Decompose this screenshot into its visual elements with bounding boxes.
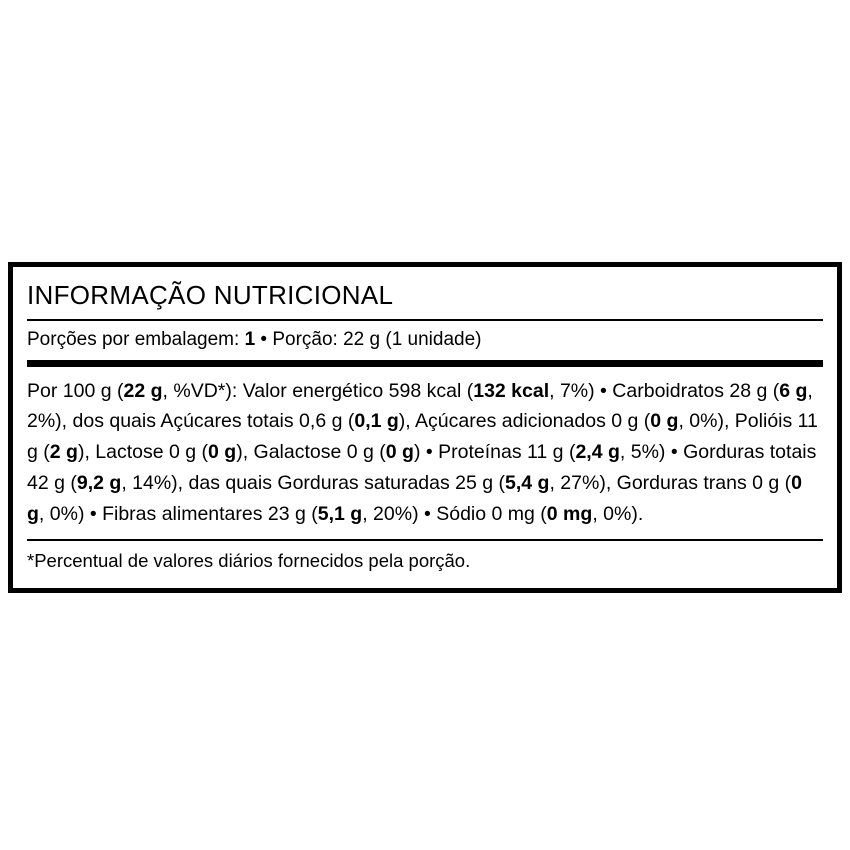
nutrient-portion-value: 0,1 g	[354, 410, 399, 433]
nutrient-text: , 5%) • Gorduras totais 42 g (	[27, 441, 817, 494]
servings-count: 1	[244, 328, 256, 350]
nutrient-portion-value: 22 g	[123, 379, 163, 402]
servings-label: Porções por embalagem:	[27, 328, 245, 350]
divider-thick	[27, 360, 823, 367]
nutrition-facts-label	[8, 262, 842, 593]
nutrition-label-body	[13, 267, 837, 588]
nutrient-text: ), Galactose 0 g (	[236, 441, 386, 464]
servings-line	[27, 321, 823, 360]
nutrient-text: , 7%) • Carboidratos 28 g (	[549, 379, 780, 402]
portion-text: • Porção: 22 g (1 unidade)	[255, 328, 482, 350]
nutrient-text: Por 100 g (	[27, 379, 124, 402]
nutrient-text: , 0%).	[592, 502, 644, 525]
nutrient-text: , 0%), Polióis 11 g (	[27, 410, 818, 464]
nutrient-portion-value: 0 g	[650, 410, 679, 433]
nutrient-text: ) • Proteínas 11 g (	[413, 441, 576, 464]
nutrient-text: , 27%), Gorduras trans 0 g (	[549, 471, 792, 494]
nutrient-portion-value: 9,2 g	[76, 471, 122, 494]
nutrient-portion-value: 0 g	[208, 441, 237, 464]
nutrient-portion-value: 0 g	[27, 471, 803, 525]
nutrient-text: , 14%), das quais Gorduras saturadas 25 g (	[121, 471, 506, 494]
nutrient-portion-value: 5,1 g	[317, 502, 363, 525]
nutrient-portion-value: 0 g	[385, 441, 414, 464]
nutrient-text: , %VD*): Valor energético 598 kcal (	[162, 379, 474, 402]
nutrient-portion-value: 132 kcal	[473, 379, 550, 402]
nutrient-text: , 20%) • Sódio 0 mg (	[362, 502, 547, 525]
daily-value-footnote: *Percentual de valores diários fornecidos pela porção.	[27, 549, 471, 571]
nutrient-text: , 2%), dos quais Açúcares totais 0,6 g (	[27, 379, 813, 433]
nutrient-text: ), Lactose 0 g (	[77, 441, 209, 464]
nutrient-portion-value: 2,4 g	[575, 441, 620, 464]
page-title: INFORMAÇÃO NUTRICIONAL	[27, 280, 394, 310]
nutrients-paragraph	[27, 367, 823, 539]
nutrient-text: ), Açúcares adicionados 0 g (	[398, 410, 651, 433]
nutrient-portion-value: 0 mg	[546, 502, 593, 525]
nutrient-text: , 0%) • Fibras alimentares 23 g (	[38, 502, 318, 525]
nutrient-portion-value: 6 g	[779, 379, 808, 402]
nutrient-portion-value: 5,4 g	[505, 471, 550, 494]
nutrient-portion-value: 2 g	[49, 441, 78, 464]
